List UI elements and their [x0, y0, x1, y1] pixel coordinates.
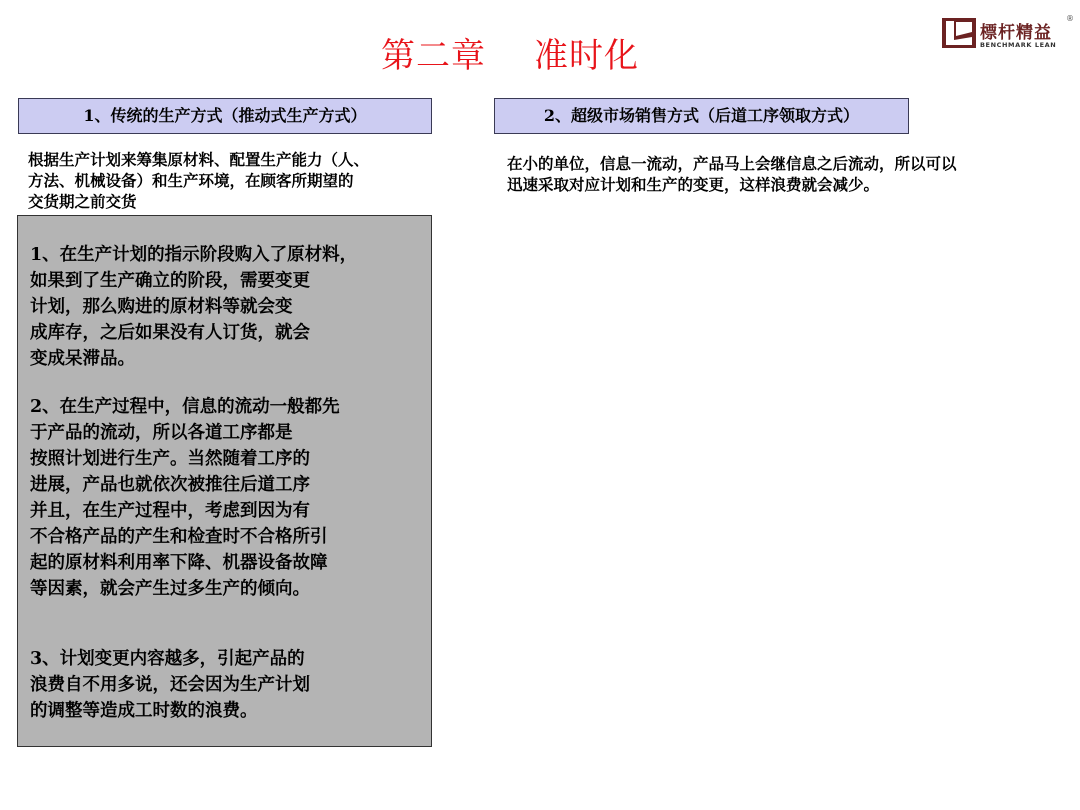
logo-name-cn: 標杆精益	[980, 23, 1052, 43]
slide-title	[0, 28, 1020, 77]
push-description-line: 方法、机械设备）和生产环境，在顾客所期望的	[28, 171, 354, 190]
title-chapter: 第二章	[381, 36, 486, 76]
point-1-text: 1、在生产计划的指示阶段购入了原材料， 如果到了生产确立的阶段，需要变更 计划，那么购进的原材料等就会变 成库存，之后如果没有人订货，就会 变成呆滞品。	[30, 245, 358, 369]
point-3-text: 3、计划变更内容越多，引起产品的 浪费自不用多说，还会因为生产计划 的调整等造成工时数的浪费。	[30, 649, 310, 721]
pull-description-line: 迅速采取对应计划和生产的变更，这样浪费就会减少。	[507, 175, 880, 194]
logo-mark-icon	[942, 18, 976, 48]
push-description-line: 根据生产计划来筹集原材料、配置生产能力（人、	[28, 150, 370, 169]
push-description-line: 交货期之前交货	[28, 192, 137, 211]
logo-name-en: BENCHMARK LEAN	[980, 41, 1057, 49]
pull-description-line: 在小的单位，信息一流动，产品马上会继信息之后流动，所以可以	[507, 154, 957, 173]
logo-registered-mark: ®	[1066, 14, 1074, 23]
point-2-text: 2、在生产过程中，信息的流动一般都先 于产品的流动，所以各道工序都是 按照计划进行生产。当然随着工序的 进展，产品也就依次被推往后道工序 并且，在生产过程中，考虑到因为有 不合格产品的产生和检查时不合格所引 起的原材料利用率下降、机器设备故障 等因素，就会产生过多生产的倾向。	[30, 397, 340, 599]
pull-method-description	[507, 153, 1047, 195]
push-method-header: 1、传统的生产方式（推动式生产方式）	[18, 98, 432, 134]
pull-method-header: 2、超级市场销售方式（后道工序领取方式）	[494, 98, 909, 134]
benchmark-lean-logo	[942, 14, 1074, 54]
push-method-description	[28, 149, 433, 212]
title-topic: 准时化	[534, 36, 639, 76]
push-method-points-box	[17, 215, 432, 747]
